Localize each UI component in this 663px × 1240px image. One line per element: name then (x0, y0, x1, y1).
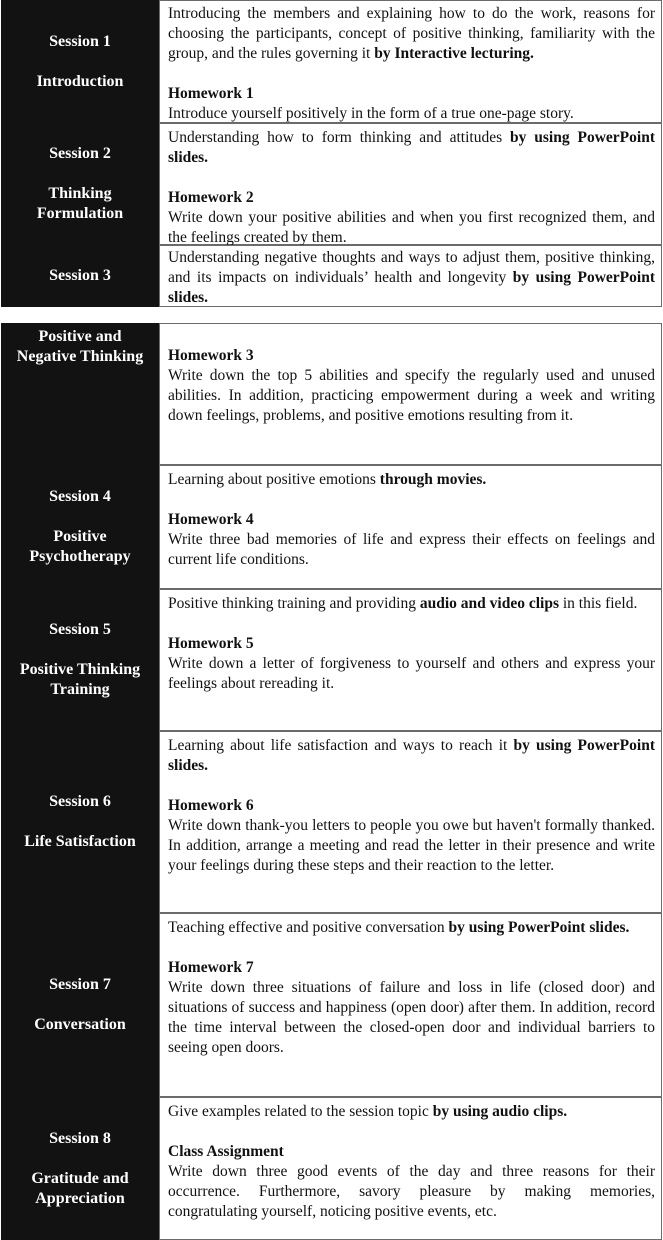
homework-title: Homework 5 (168, 635, 254, 652)
homework-title: Homework 7 (168, 959, 254, 976)
session-header-cell (1, 913, 159, 1097)
session-title: Life Satisfaction (24, 833, 136, 850)
session-content-cell (159, 245, 662, 307)
session-number: Session 5 (49, 621, 111, 638)
session-title: Positive Thinking (19, 661, 141, 678)
session-title: Positive and (38, 328, 122, 345)
homework-text: Write down a letter of forgiveness to yourself and others and express your feelings about rereading it. (168, 655, 655, 692)
session-header-cell (1, 465, 159, 589)
homework-text: Introduce yourself positively in the form of a true one-page story. (168, 105, 574, 122)
sessions-table-part-2 (1, 323, 662, 1240)
session-number: Session 3 (49, 267, 111, 284)
session-content-cell (159, 731, 662, 913)
session-number: Session 2 (49, 145, 111, 162)
table-row (1, 1097, 662, 1240)
homework-title: Homework 1 (168, 85, 254, 102)
session-description: Give examples related to the session topic by using audio clips. (168, 1103, 568, 1120)
homework-title: Homework 4 (168, 511, 254, 528)
homework-text: Write down three situations of failure and loss in life (closed door) and situations of success and happiness (open door) after them. In addition, record the time interval between the closed-open door and individual barriers to seeing open doors. (168, 979, 655, 1056)
session-title: Training (50, 681, 110, 698)
session-content-cell (159, 1097, 662, 1240)
session-description: Learning about life satisfaction and ways to reach it by using PowerPoint slides. (168, 737, 655, 774)
session-header-cell (1, 245, 159, 307)
table-row (1, 731, 662, 913)
session-content-cell (159, 323, 662, 465)
homework-text: Write three bad memories of life and express their effects on feelings and current life conditions. (168, 531, 655, 568)
homework-text: Write down the top 5 abilities and specify the regularly used and unused abilities. In addition, practicing empowerment during a week and writing down feelings, problems, and positive emotions resulting from it. (168, 367, 655, 424)
session-content-cell (159, 0, 662, 123)
sessions-table-part-1 (1, 0, 662, 307)
session-description: Understanding negative thoughts and ways to adjust them, positive thinking, and its impacts on individuals’ health and longevity by using PowerPoint slides. (168, 249, 655, 306)
session-header-cell (1, 1097, 159, 1240)
session-description: Learning about positive emotions through movies. (168, 471, 487, 488)
session-content-cell (159, 465, 662, 589)
table-row (1, 245, 662, 307)
session-description: Understanding how to form thinking and attitudes by using PowerPoint slides. (168, 129, 655, 166)
session-title: Psychotherapy (29, 548, 131, 565)
session-title: Appreciation (35, 1189, 125, 1207)
table-row (1, 123, 662, 245)
homework-text: Write down thank-you letters to people you owe but haven't formally thanked. In addition, arrange a meeting and read the letter in their presence and write your feelings during these steps and their reaction to the letter. (168, 817, 655, 874)
session-header-cell (1, 0, 159, 123)
session-header-cell (1, 323, 159, 465)
table-row (1, 913, 662, 1097)
session-number: Session 1 (49, 32, 111, 50)
homework-title: Homework 2 (168, 189, 254, 206)
session-content-cell (159, 913, 662, 1097)
session-title: Thinking (48, 185, 112, 202)
session-title: Positive (53, 528, 107, 545)
session-description: Teaching effective and positive conversation by using PowerPoint slides. (168, 919, 630, 936)
session-content-cell (159, 123, 662, 245)
homework-title: Homework 3 (168, 347, 254, 364)
homework-title: Homework 6 (168, 797, 254, 814)
homework-text: Write down your positive abilities and when you first recognized them, and the feelings created by them. (168, 209, 655, 246)
table-row (1, 589, 662, 731)
session-title: Negative Thinking (16, 348, 144, 365)
session-number: Session 6 (49, 793, 111, 810)
table-row (1, 0, 662, 123)
session-content-cell (159, 589, 662, 731)
session-title: Introduction (36, 72, 124, 90)
session-description: Introducing the members and explaining how to do the work, reasons for choosing the participants, concept of positive thinking, familiarity with the group, and the rules governing it by Interactive lecturing. (168, 5, 655, 62)
homework-text: Write down three good events of the day and three reasons for their occurrence. Furthermore, savory pleasure by making memories, congratulating yourself, noticing positive events, etc. (168, 1163, 655, 1220)
table-row (1, 323, 662, 465)
session-number: Session 4 (49, 488, 111, 505)
session-header-cell (1, 589, 159, 731)
table-row (1, 465, 662, 589)
session-title: Formulation (36, 205, 124, 222)
session-number: Session 8 (49, 1129, 111, 1147)
session-title: Conversation (34, 1016, 126, 1033)
session-number: Session 7 (49, 976, 111, 993)
homework-title: Class Assignment (168, 1143, 284, 1160)
session-description: Positive thinking training and providing audio and video clips in this field. (168, 595, 638, 612)
session-header-cell (1, 731, 159, 913)
session-title: Gratitude and (31, 1169, 129, 1187)
session-header-cell (1, 123, 159, 245)
